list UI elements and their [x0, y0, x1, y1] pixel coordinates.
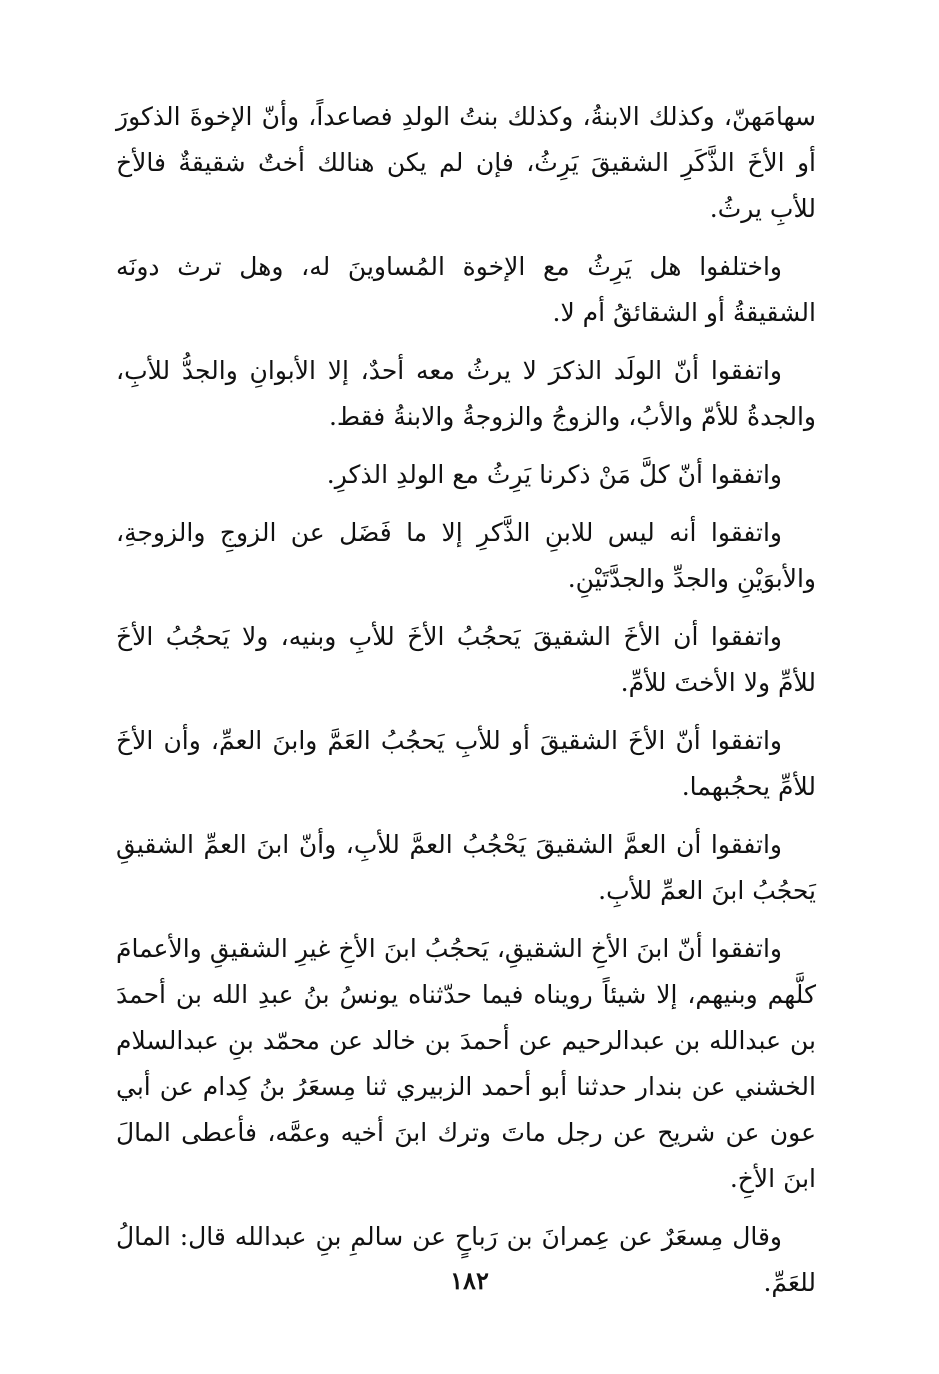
body-text — [116, 94, 816, 1318]
paragraph-8: واتفقوا أن العمَّ الشقيقَ يَحْجُبُ العمَّ للأبِ، وأنّ ابنَ العمِّ الشقيقِ يَحجُبُ ابنَ العمِّ للأبِ. — [116, 830, 816, 905]
paragraph-10: وقال مِسعَرٌ عن عِمرانَ بن رَباحٍ عن سالمِ بنِ عبدالله قال: المالُ للعَمِّ. — [116, 1222, 816, 1297]
paragraph-4: واتفقوا أنّ كلَّ مَنْ ذكرنا يَرِثُ مع الولدِ الذكرِ. — [326, 460, 782, 489]
paragraph-5: واتفقوا أنه ليس للابنِ الذَّكرِ إلا ما فَضَل عن الزوجِ والزوجةِ، والأبوَيْنِ والجدِّ والجدَّتَيْنِ. — [116, 518, 816, 593]
paragraph-3: واتفقوا أنّ الولَد الذكرَ لا يرثُ معه أحدٌ، إلا الأبوانِ والجدُّ للأبِ، والجدةُ للأمّ والأبُ، والزوجُ والزوجةُ والابنةُ فقط. — [116, 356, 816, 431]
paragraph-6: واتفقوا أن الأخَ الشقيقَ يَحجُبُ الأخَ للأبِ وبنيه، ولا يَحجُبُ الأخَ للأمِّ ولا الأختَ للأمِّ. — [116, 622, 816, 697]
paragraph-1: سهامَهنّ، وكذلك الابنةُ، وكذلك بنتُ الولدِ فصاعداً، وأنّ الإخوةَ الذكورَ أو الأخَ الذَّكَرِ الشقيقَ يَرِثُ، فإن لم يكن هنالك أختٌ شقيقةٌ فالأخ للأبِ يرثُ. — [116, 102, 816, 223]
paragraph-2: واختلفوا هل يَرِثُ مع الإخوة المُساوينَ له، وهل ترث دونَه الشقيقةُ أو الشقائقُ أم لا. — [116, 252, 816, 327]
paragraph-7: واتفقوا أنّ الأخَ الشقيقَ أو للأبِ يَحجُبُ العَمَّ وابنَ العمِّ، وأن الأخَ للأمِّ يحجُبهما. — [116, 726, 816, 801]
paragraph-9: واتفقوا أنّ ابنَ الأخِ الشقيقِ، يَحجُبُ ابنَ الأخِ غيرِ الشقيقِ والأعمامَ كلَّهم وبنيهم، إلا شيئاً رويناه فيما حدّثناه يونسُ بنُ عبدِ الله بن أحمدَ بن عبدالله بن عبدالرحيم عن أحمدَ بن خالد عن محمّد بنِ عبدالسلام الخشني عن بندار حدثنا أبو أحمد الزبيري ثنا مِسعَرُ بنُ كِدام عن أبي عون عن شريح عن رجل ماتَ وترك ابنَ أخيه وعمَّه، فأعطى المالَ ابنَ الأخِ. — [116, 934, 816, 1193]
page-number: ١٨٢ — [450, 1266, 489, 1295]
